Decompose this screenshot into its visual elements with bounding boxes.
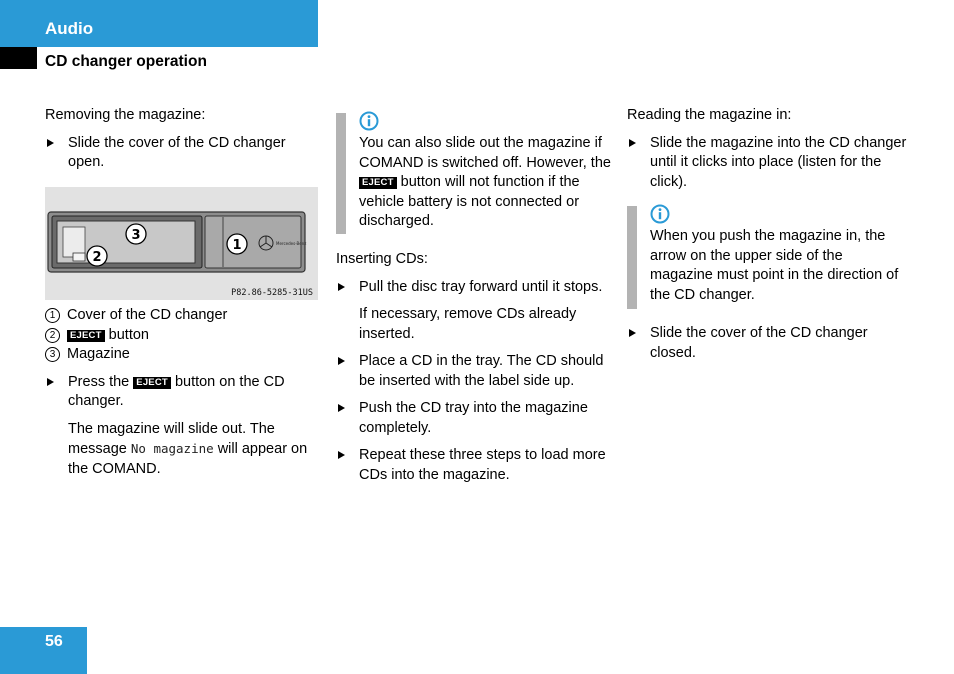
info-box-1 xyxy=(359,111,611,232)
reading-step-2: Slide the cover of the CD changer closed. xyxy=(627,324,907,363)
info-text-1: You can also slide out the magazine if COMAND is switched off. However, the EJECT button will not function if the vehicle battery is not connected or discharged. xyxy=(359,135,611,229)
info-box-2 xyxy=(650,204,905,305)
info-bar xyxy=(627,206,637,309)
eject-badge: EJECT xyxy=(67,330,105,342)
removing-heading: Removing the magazine: xyxy=(45,107,206,123)
insert-step-2: Place a CD in the tray. The CD should be inserted with the label side up. xyxy=(336,352,616,391)
info-icon xyxy=(650,204,670,224)
display-message: No magazine xyxy=(130,441,214,456)
callout-1: 1 xyxy=(232,238,242,253)
remove-step-1: Slide the cover of the CD changer open. xyxy=(45,134,307,173)
insert-step-3: Push the CD tray into the magazine completely. xyxy=(336,399,616,438)
page-number: 56 xyxy=(45,633,63,650)
callout-2: 2 xyxy=(92,250,102,265)
column-1-lower xyxy=(45,306,310,479)
info-text-2: When you push the magazine in, the arrow on the upper side of the magazine must point in the direction of the CD changer. xyxy=(650,228,899,303)
section-title: Audio xyxy=(45,19,94,38)
subsection-title: CD changer operation xyxy=(45,53,207,70)
column-1 xyxy=(45,106,307,173)
column-3 xyxy=(627,106,907,192)
figure-code: P82.86-5285-31US xyxy=(231,288,313,298)
remove-result: The magazine will slide out. The message No magazine will appear on the COMAND. xyxy=(68,420,308,477)
subsection-marker xyxy=(0,47,37,69)
info-bar xyxy=(336,113,346,234)
eject-badge: EJECT xyxy=(133,377,171,389)
insert-step-1-note: If necessary, remove CDs already inserted. xyxy=(359,306,577,342)
inserting-heading: Inserting CDs: xyxy=(336,251,428,267)
insert-step-1: Pull the disc tray forward until it stops. xyxy=(336,278,616,298)
eject-badge: EJECT xyxy=(359,177,397,189)
cd-changer-illustration xyxy=(45,187,318,300)
legend-item-2: 2 EJECT button xyxy=(45,326,310,346)
info-icon xyxy=(359,111,379,131)
page-number-box xyxy=(0,627,87,674)
remove-step-2: Press the EJECT button on the CD changer. xyxy=(45,373,310,412)
insert-step-4: Repeat these three steps to load more CDs into the magazine. xyxy=(336,446,616,485)
cd-changer-figure xyxy=(45,187,318,300)
callout-3: 3 xyxy=(131,228,141,243)
column-3-lower xyxy=(627,324,907,363)
reading-heading: Reading the magazine in: xyxy=(627,107,792,123)
reading-step-1: Slide the magazine into the CD changer until it clicks into place (listen for the click). xyxy=(627,134,907,193)
legend-item-3: 3 Magazine xyxy=(45,345,310,365)
legend-item-1: 1 Cover of the CD changer xyxy=(45,306,310,326)
brand-text: Mercedes-Benz xyxy=(276,241,307,246)
column-2-lower xyxy=(336,250,616,485)
